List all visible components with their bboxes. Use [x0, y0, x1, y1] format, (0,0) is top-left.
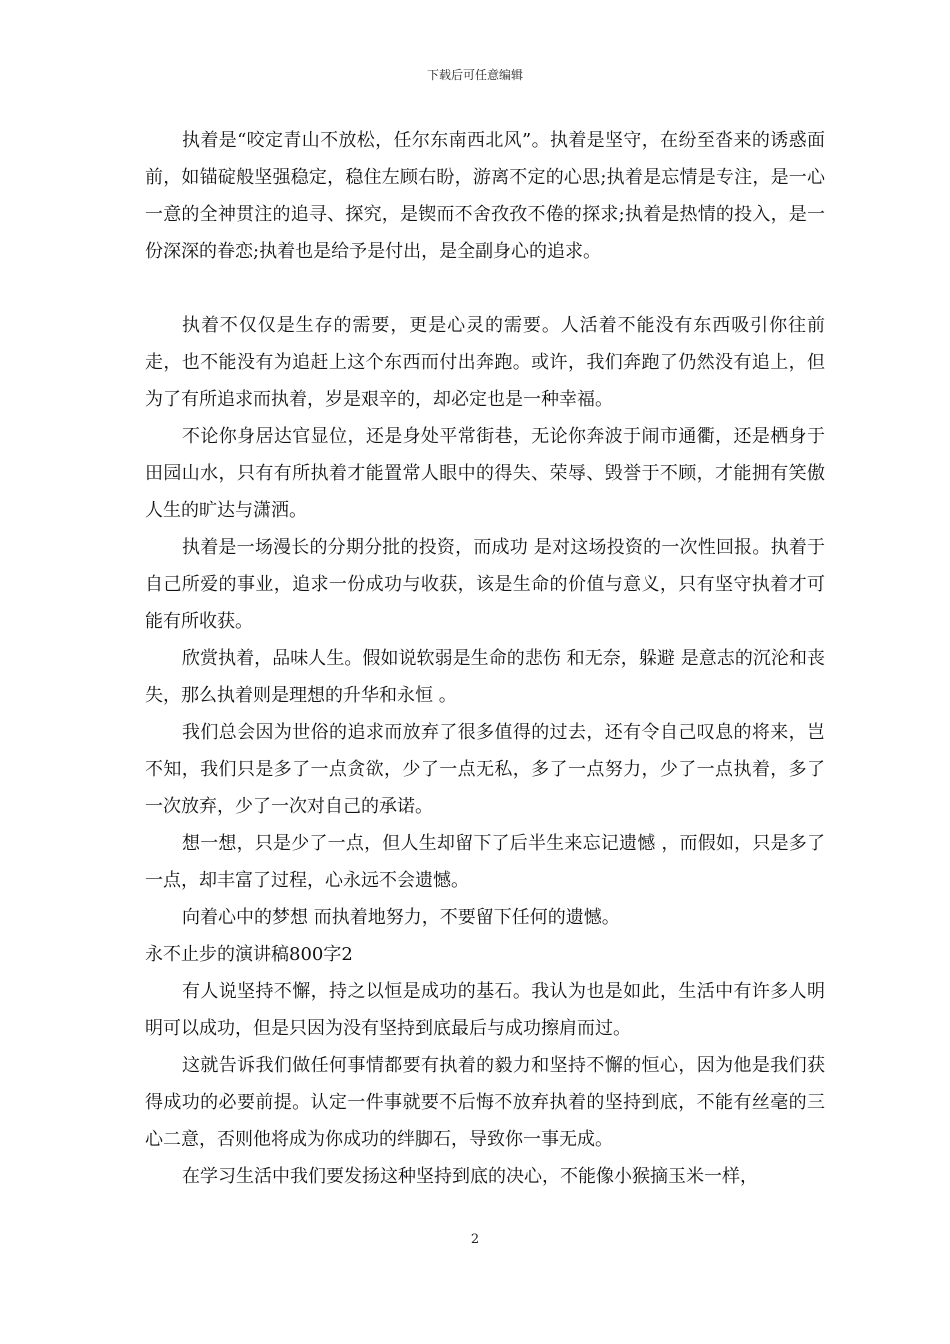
paragraph-7: 想一想，只是少了一点，但人生却留下了后半生来忘记遗憾 ，而假如，只是多了一点，却丰富了过程，心永远不会遗憾。: [145, 833, 825, 891]
section-title: 永不止步的演讲稿800字2: [145, 944, 353, 965]
paragraph-4: 执着是一场漫长的分期分批的投资，而成功 是对这场投资的一次性回报。执着于自己所爱的事业，追求一份成功与收获，该是生命的价值与意义，只有坚守执着才可能有所收获。: [145, 537, 825, 632]
paragraph-2: 执着不仅仅是生存的需要，更是心灵的需要。人活着不能没有东西吸引你往前走，也不能没有为追赶上这个东西而付出奔跑。或许，我们奔跑了仍然没有追上，但为了有所追求而执着，岁是艰辛的，却必定也是一种幸福。: [145, 315, 825, 410]
paragraph-10: 这就告诉我们做任何事情都要有执着的毅力和坚持不懈的恒心，因为他是我们获得成功的必要前提。认定一件事就要不后悔不放弃执着的坚持到底，不能有丝毫的三心二意，否则他将成为你成功的绊脚石，导致你一事无成。: [145, 1055, 825, 1150]
paragraph-9: 有人说坚持不懈，持之以恒是成功的基石。我认为也是如此，生活中有许多人明明可以成功，但是只因为没有坚持到底最后与成功擦肩而过。: [145, 981, 825, 1039]
paragraph-1: 执着是“咬定青山不放松，任尔东南西北风”。执着是坚守，在纷至沓来的诱惑面前，如锚碇般坚强稳定，稳住左顾右盼，游离不定的心思;执着是忘情是专注，是一心一意的全神贯注的追寻、探究，是锲而不舍孜孜不倦的探求;执着是热情的投入，是一份深深的眷恋;执着也是给予是付出，是全副身心的追求。: [145, 130, 825, 262]
page-number: 2: [470, 1232, 480, 1247]
paragraph-8: 向着心中的梦想 而执着地努力，不要留下任何的遗憾。: [182, 907, 620, 928]
paragraph-11: 在学习生活中我们要发扬这种坚持到底的决心，不能像小猴摘玉米一样，: [182, 1166, 758, 1187]
paragraph-3: 不论你身居达官显位，还是身处平常街巷，无论你奔波于闹市通衢，还是栖身于田园山水，只有有所执着才能置常人眼中的得失、荣辱、毁誉于不顾，才能拥有笑傲人生的旷达与潇洒。: [145, 426, 825, 521]
page-header: 下载后可任意编辑: [426, 68, 523, 82]
document-body: [145, 122, 825, 1195]
paragraph-gap: [145, 270, 825, 307]
paragraph-6: 我们总会因为世俗的追求而放弃了很多值得的过去，还有令自己叹息的将来，岂不知，我们只是多了一点贪欲，少了一点无私，多了一点努力，少了一点执着，多了一次放弃，少了一次对自己的承诺。: [145, 722, 825, 817]
paragraph-5: 欣赏执着，品味人生。假如说软弱是生命的悲伤 和无奈，躲避 是意志的沉沦和丧失，那么执着则是理想的升华和永恒 。: [145, 648, 825, 706]
